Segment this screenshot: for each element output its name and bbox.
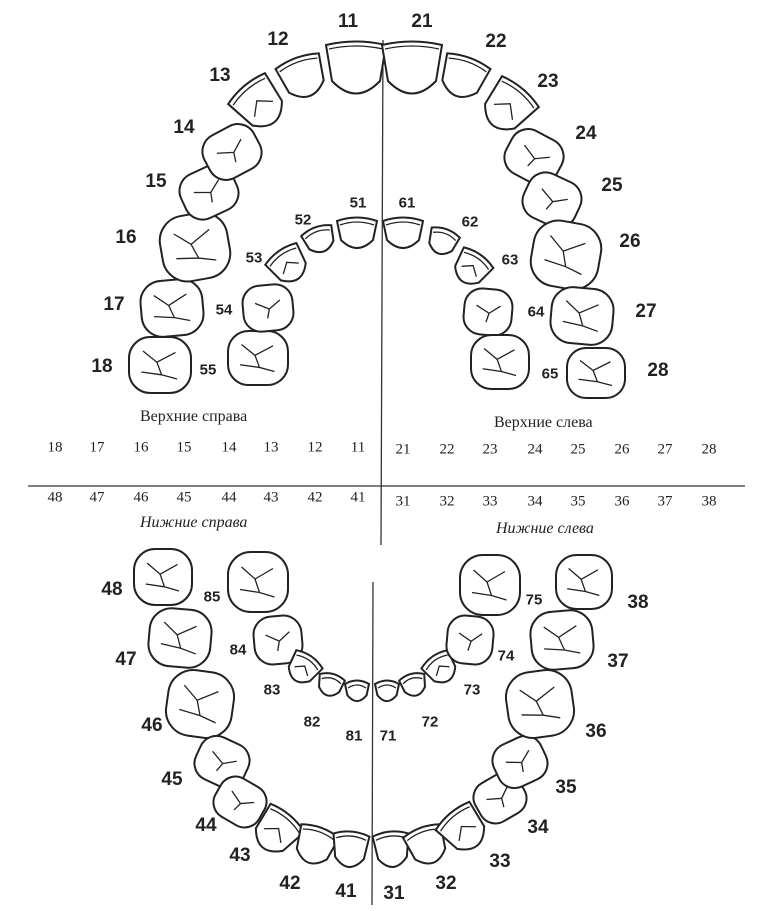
tooth-46 [163,667,238,742]
tooth-label-72: 72 [421,713,439,731]
tooth-label-73: 73 [463,681,481,699]
tooth-label-22: 22 [485,31,507,52]
tooth-label-25: 25 [601,175,623,196]
table-bottom-33: 33 [482,493,498,510]
tooth-75 [460,555,520,615]
tooth-11 [326,42,386,94]
tooth-16 [156,209,234,286]
table-top-12: 12 [307,439,323,456]
caption-upper-right: Верхние справа [140,408,248,425]
lower-midline [372,582,373,905]
table-top-23: 23 [482,441,498,458]
tooth-label-38: 38 [627,592,649,613]
tooth-41 [331,830,370,869]
table-top-14: 14 [221,439,237,456]
tooth-21 [382,42,442,94]
tooth-label-51: 51 [349,194,367,212]
table-bottom-46: 46 [133,489,149,506]
tooth-label-14: 14 [173,117,195,138]
tooth-64 [462,287,514,337]
table-bottom-38: 38 [701,493,717,510]
tooth-label-28: 28 [647,360,669,381]
tooth-label-27: 27 [635,301,657,322]
tooth-85 [228,552,288,612]
table-bottom-35: 35 [570,493,586,510]
tooth-74 [445,614,495,666]
tooth-71 [375,681,399,702]
tooth-55 [228,331,288,385]
tooth-label-81: 81 [345,727,363,745]
tooth-12 [274,50,331,104]
tooth-53 [263,240,314,290]
tooth-label-62: 62 [461,213,479,231]
table-top-27: 27 [657,441,673,458]
tooth-81 [345,681,369,702]
tooth-label-55: 55 [199,361,217,379]
tooth-label-37: 37 [607,651,629,672]
tooth-label-47: 47 [115,649,137,670]
tooth-label-85: 85 [203,588,221,606]
tooth-82 [315,671,346,699]
table-bottom-42: 42 [307,489,323,506]
table-bottom-48: 48 [47,489,63,506]
tooth-26 [527,217,605,294]
tooth-label-34: 34 [527,817,549,838]
tooth-61 [383,218,423,249]
tooth-label-48: 48 [101,579,123,600]
caption-upper-left: Верхние слева [494,414,593,431]
table-bottom-31: 31 [395,493,411,510]
tooth-label-35: 35 [555,777,577,798]
tooth-label-21: 21 [411,11,433,32]
tooth-label-26: 26 [619,231,641,252]
table-bottom-45: 45 [176,489,192,506]
tooth-label-41: 41 [335,881,357,902]
caption-lower-left: Нижние слева [496,520,594,537]
tooth-label-54: 54 [215,301,233,319]
table-bottom-44: 44 [221,489,237,506]
table-top-13: 13 [263,439,279,456]
tooth-label-65: 65 [541,365,559,383]
tooth-label-12: 12 [267,29,289,50]
tooth-label-31: 31 [383,883,405,904]
tooth-label-15: 15 [145,171,167,192]
tooth-label-53: 53 [245,249,263,267]
tooth-17 [139,277,206,338]
table-top-18: 18 [47,439,63,456]
table-top-16: 16 [133,439,149,456]
tooth-label-17: 17 [103,294,125,315]
tooth-48 [134,549,192,605]
table-top-26: 26 [614,441,630,458]
tooth-label-63: 63 [501,251,519,269]
table-bottom-47: 47 [89,489,105,506]
tooth-label-71: 71 [379,727,397,745]
tooth-47 [147,606,214,669]
table-top-21: 21 [395,441,411,458]
table-top-24: 24 [527,441,543,458]
tooth-label-83: 83 [263,681,281,699]
tooth-label-46: 46 [141,715,163,736]
table-top-22: 22 [439,441,455,458]
tooth-label-33: 33 [489,851,511,872]
tooth-label-36: 36 [585,721,607,742]
tooth-62 [424,224,461,258]
table-top-17: 17 [89,439,105,456]
caption-lower-right: Нижние справа [140,514,248,531]
tooth-72 [398,671,429,699]
tooth-22 [435,50,492,104]
tooth-label-44: 44 [195,815,217,836]
tooth-label-42: 42 [279,873,301,894]
tooth-label-82: 82 [303,713,321,731]
tooth-51 [337,218,377,249]
tooth-label-45: 45 [161,769,183,790]
tooth-36 [503,667,578,742]
table-bottom-37: 37 [657,493,673,510]
tooth-label-13: 13 [209,65,231,86]
tooth-28 [567,348,625,398]
tooth-label-64: 64 [527,303,545,321]
tooth-37 [529,608,596,671]
tooth-label-61: 61 [398,194,416,212]
tooth-label-32: 32 [435,873,457,894]
tooth-label-52: 52 [294,211,312,229]
table-top-15: 15 [176,439,192,456]
tooth-27 [549,285,616,346]
tooth-65 [471,335,529,389]
table-top-28: 28 [701,441,717,458]
tooth-label-18: 18 [91,356,113,377]
table-top-25: 25 [570,441,586,458]
table-bottom-36: 36 [614,493,630,510]
upper-midline [381,40,383,545]
tooth-label-74: 74 [497,647,515,665]
table-top-11: 11 [350,439,366,456]
tooth-label-75: 75 [525,591,543,609]
tooth-38 [556,555,612,609]
tooth-label-24: 24 [575,123,597,144]
tooth-label-23: 23 [537,71,559,92]
table-bottom-34: 34 [527,493,543,510]
tooth-label-11: 11 [337,11,359,32]
tooth-label-16: 16 [115,227,137,248]
tooth-label-43: 43 [229,845,251,866]
tooth-63 [447,245,495,292]
table-bottom-41: 41 [350,489,366,506]
tooth-label-84: 84 [229,641,247,659]
table-bottom-43: 43 [263,489,279,506]
tooth-54 [241,283,295,333]
tooth-18 [129,337,191,393]
table-bottom-32: 32 [439,493,455,510]
